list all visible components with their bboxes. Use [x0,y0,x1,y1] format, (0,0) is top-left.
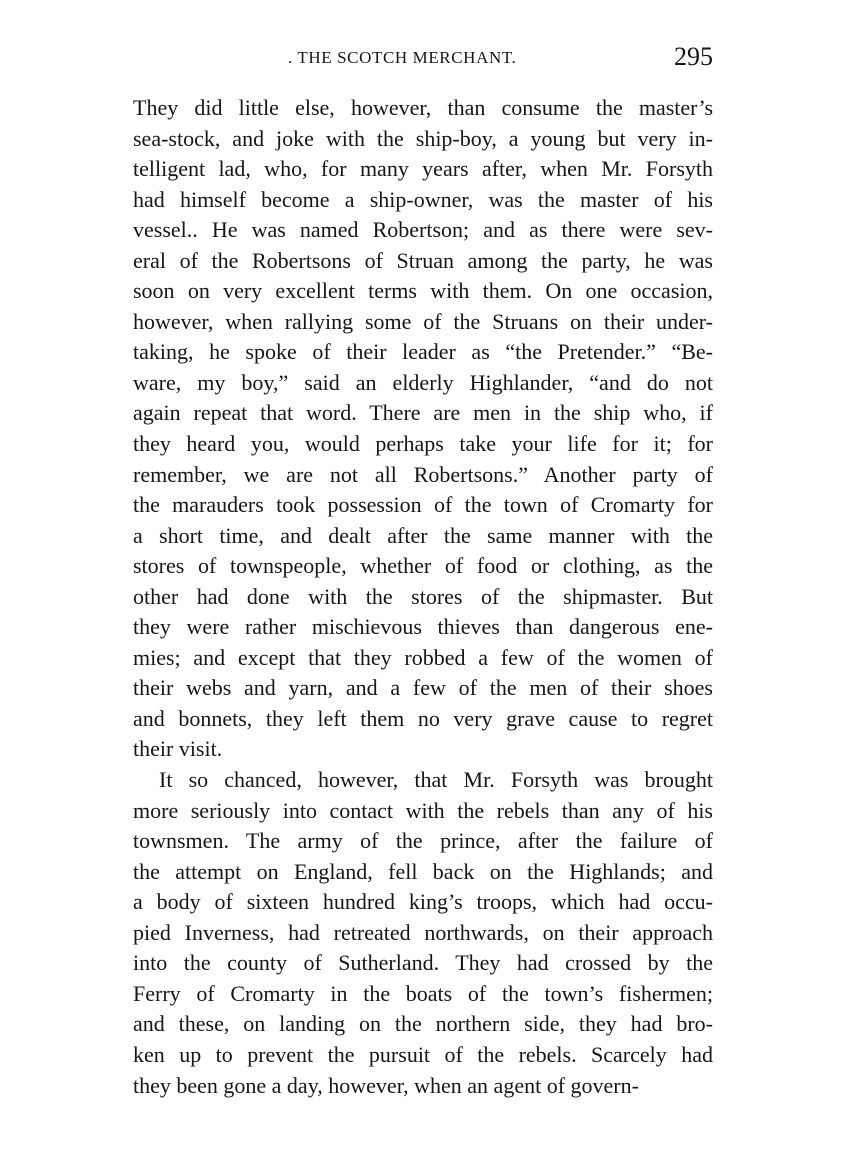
text-line: pied Inverness, had retreated northwards, on their approach [133,919,713,945]
text-line: stores of townspeople, whether of food or clothing, as the [133,553,713,579]
text-line: remember, we are not all Robertsons.” Another party of [133,461,713,487]
page-number: 295 [674,42,713,71]
text-line: vessel.. He was named Robertson; and as there were sev- [133,217,713,243]
text-line: and bonnets, they left them no very grave cause to regret [133,705,713,731]
text-line: mies; and except that they robbed a few of the women of [133,644,713,670]
text-line: however, when rallying some of the Struans on their under- [133,308,713,334]
running-head [133,44,713,74]
body-text [133,93,713,1101]
text-line: a short time, and dealt after the same manner with the [133,522,713,548]
text-line: the attempt on England, fell back on the Highlands; and [133,858,713,884]
text-line: their webs and yarn, and a few of the men of their shoes [133,675,713,701]
text-line: It so chanced, however, that Mr. Forsyth was brought [159,767,713,793]
text-line: the marauders took possession of the town of Cromarty for [133,492,713,518]
running-title: . THE SCOTCH MERCHANT. [288,48,517,67]
text-line: soon on very excellent terms with them. On one occasion, [133,278,713,304]
paragraph [133,93,713,765]
text-line: Ferry of Cromarty in the boats of the town’s fishermen; [133,980,713,1006]
text-line: had himself become a ship-owner, was the master of his [133,186,713,212]
text-line: other had done with the stores of the shipmaster. But [133,583,713,609]
text-line: ware, my boy,” said an elderly Highlander, “and do not [133,369,713,395]
text-line: They did little else, however, than consume the master’s [133,95,713,120]
text-line: taking, he spoke of their leader as “the Pretender.” “Be- [133,339,713,365]
text-line: a body of sixteen hundred king’s troops, which had occu- [133,889,713,915]
text-line: townsmen. The army of the prince, after the failure of [133,828,713,854]
text-line: more seriously into contact with the rebels than any of his [133,797,713,823]
text-line: they heard you, would perhaps take your life for it; for [133,431,713,457]
text-line: into the county of Sutherland. They had crossed by the [133,950,713,976]
text-line: sea-stock, and joke with the ship-boy, a young but very in- [133,125,713,151]
text-line: and these, on landing on the northern side, they had bro- [133,1011,713,1037]
text-line: again repeat that word. There are men in the ship who, if [133,400,713,426]
text-line: their visit. [133,736,223,762]
paragraph [133,765,713,1101]
text-line: they were rather mischievous thieves than dangerous ene- [133,614,713,640]
text-line: ken up to prevent the pursuit of the rebels. Scarcely had [133,1041,713,1067]
text-line: eral of the Robertsons of Struan among the party, he was [133,247,713,273]
text-line: telligent lad, who, for many years after, when Mr. Forsyth [133,156,713,182]
text-line: they been gone a day, however, when an agent of govern- [133,1072,639,1098]
